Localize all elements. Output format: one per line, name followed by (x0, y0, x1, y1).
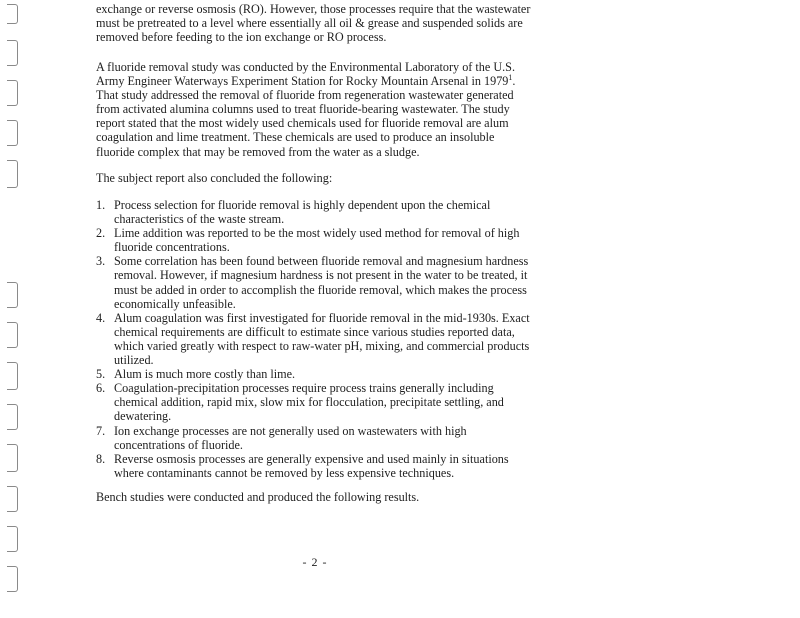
list-item-text: Alum is much more costly than lime. (114, 367, 296, 382)
paragraph-pretreatment: exchange or reverse osmosis (RO). However, those processes require that the wastewater must be pretreated to a level where essentially all oil & grease and suspended solids are removed before feeding to the ion exchange or RO process. (96, 2, 531, 45)
list-number: 4. (96, 310, 106, 325)
list-item-text: Reverse osmosis processes are generally expensive and used mainly in situations where contaminants cannot be removed by less expensive techniques. (114, 451, 509, 480)
list-item-text: Process selection for fluoride removal is highly dependent upon the chemical characteristics of the waste stream. (114, 198, 491, 227)
binder-hole-mark (7, 282, 18, 308)
list-item-text: Some correlation has been found between fluoride removal and magnesium hardness removal. However, if magnesium hardness is not present in the water to be treated, it must be added in order to accomplish the fluoride removal, which makes the process economically unfeasible. (114, 254, 529, 311)
list-item (96, 424, 536, 452)
list-item (96, 452, 536, 480)
paragraph-fluoride-study (96, 60, 536, 159)
list-item (96, 226, 536, 254)
paragraph-conclusions-intro: The subject report also concluded the following: (96, 171, 333, 185)
list-number: 2. (96, 226, 106, 241)
binder-hole-mark (7, 526, 18, 552)
scan-smudge (420, 539, 492, 553)
binder-hole-mark (7, 80, 18, 106)
list-item-text: Lime addition was reported to be the most widely used method for removal of high fluoride concentrations. (114, 226, 520, 255)
binder-hole-mark (7, 120, 18, 146)
list-item-text: Ion exchange processes are not generally used on wastewaters with high concentrations of fluoride. (114, 423, 467, 452)
study-text-continued: . That study addressed the removal of fluoride from regeneration wastewater generated from activated alumina columns used to treat fluoride-bearing wastewater. The study report stated that the most widely used chemicals used for fluoride removal are alum coagulation and lime treatment. These chemicals are used to produce an insoluble fluoride complex that may be removed from the water as a sludge. (96, 74, 516, 159)
binder-hole-mark (7, 486, 18, 512)
list-number: 8. (96, 451, 106, 466)
list-item-text: Alum coagulation was first investigated for fluoride removal in the mid-1930s. Exact chemical requirements are difficult to estimate since various studies reported data, which varied greatly with respect to raw-water pH, mixing, and commercial products utilized. (114, 310, 530, 368)
binder-hole-mark (7, 404, 18, 430)
list-item-text: Coagulation-precipitation processes require process trains generally including chemical addition, rapid mix, slow mix for flocculation, precipitate settling, and dewatering. (114, 381, 504, 424)
list-item (96, 198, 536, 226)
list-number: 3. (96, 254, 106, 269)
list-number: 7. (96, 423, 106, 438)
page-number: - 2 - (302, 555, 328, 569)
binder-hole-mark (7, 322, 18, 348)
binder-hole-mark (7, 160, 18, 188)
paragraph-bench-studies: Bench studies were conducted and produced the following results. (96, 490, 420, 504)
list-item (96, 381, 536, 423)
binder-hole-mark (7, 444, 18, 472)
binder-hole-mark (7, 4, 18, 24)
binder-hole-mark (7, 362, 18, 390)
study-text: A fluoride removal study was conducted by the Environmental Laboratory of the U.S. Army Engineer Waterways Experiment Station for Rocky Mountain Arsenal in 1979 (96, 60, 516, 89)
binder-hole-mark (7, 566, 18, 592)
list-number: 1. (96, 198, 106, 212)
list-item (96, 254, 536, 310)
list-number: 5. (96, 367, 106, 382)
findings-list (96, 198, 536, 480)
binder-hole-mark (7, 40, 18, 66)
list-item (96, 367, 536, 381)
footnote-marker: 1 (508, 73, 513, 83)
list-number: 6. (96, 381, 106, 396)
list-item (96, 311, 536, 367)
